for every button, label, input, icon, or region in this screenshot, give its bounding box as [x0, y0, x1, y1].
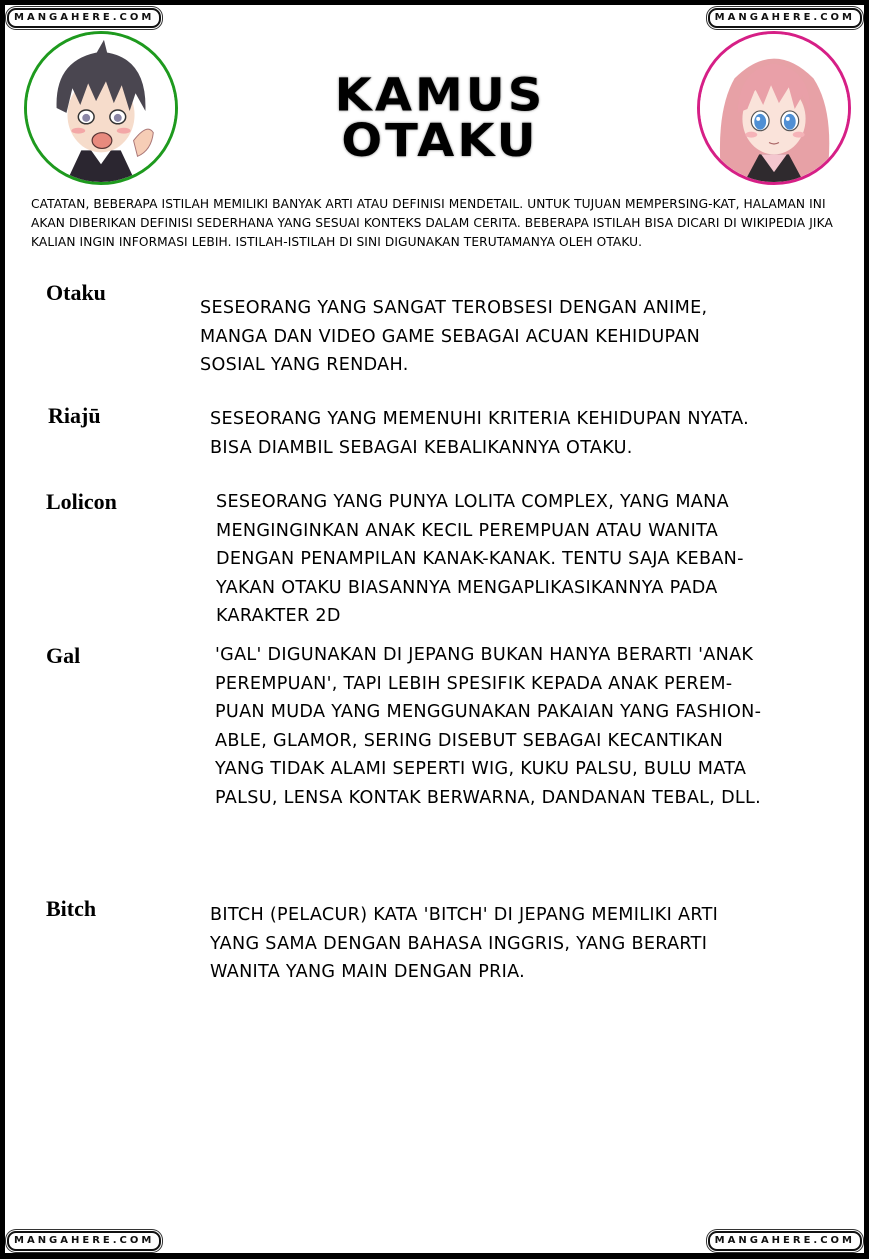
definition-line: SESEORANG YANG SANGAT TEROBSESI DENGAN ANIME, — [200, 298, 708, 318]
definition-line: YAKAN OTAKU BIASANNYA MENGAPLIKASIKANNYA PADA — [216, 577, 718, 598]
definition-line: WANITA YANG MAIN DENGAN PRIA. — [210, 962, 526, 982]
definition-line: SESEORANG YANG MEMENUHI KRITERIA KEHIDUPAN NYATA. — [210, 409, 750, 429]
definition-line: BITCH (PELACUR) KATA 'BITCH' DI JEPANG MEMILIKI ARTI — [210, 905, 719, 925]
anime-girl-illustration — [700, 34, 848, 182]
term-label: Gal — [46, 643, 81, 668]
definition-line: KARAKTER 2D — [216, 606, 341, 626]
term-definition — [200, 294, 707, 380]
definition-line: SESEORANG YANG PUNYA LOLITA COMPLEX, YANG MANA — [216, 492, 729, 512]
term-definition — [215, 641, 761, 812]
watermark-top-right: MANGAHERE.COM — [708, 8, 862, 28]
watermark-bottom-right: MANGAHERE.COM — [708, 1231, 862, 1251]
anime-boy-avatar-icon — [24, 31, 178, 185]
term-label: Bitch — [46, 896, 97, 921]
term-definition — [216, 488, 744, 631]
definition-line: DENGAN PENAMPILAN KANAK-KANAK. TENTU SAJA KEBAN- — [216, 549, 744, 569]
watermark-top-left: MANGAHERE.COM — [7, 8, 161, 28]
definition-line: ABLE, GLAMOR, SERING DISEBUT SEBAGAI KECANTIKAN — [215, 730, 724, 751]
term-label: Otaku — [46, 280, 106, 305]
definition-line: YANG SAMA DENGAN BAHASA INGGRIS, YANG BERARTI — [210, 933, 708, 954]
definition-line: BISA DIAMBIL SEBAGAI KEBALIKANNYA OTAKU. — [210, 437, 633, 458]
anime-girl-avatar-icon — [697, 31, 851, 185]
definition-line: MENGINGINKAN ANAK KECIL PEREMPUAN ATAU WANITA — [216, 520, 719, 541]
term-definition — [210, 901, 718, 987]
definition-line: 'GAL' DIGUNAKAN DI JEPANG BUKAN HANYA BERARTI 'ANAK — [215, 645, 754, 665]
term-label: Lolicon — [46, 489, 117, 514]
definition-line: MANGA DAN VIDEO GAME SEBAGAI ACUAN KEHIDUPAN — [200, 326, 701, 347]
definition-line: PALSU, LENSA KONTAK BERWARNA, DANDANAN TEBAL, DLL. — [215, 787, 762, 808]
definition-line: YANG TIDAK ALAMI SEPERTI WIG, KUKU PALSU, BULU MATA — [215, 759, 747, 779]
watermark-bottom-left: MANGAHERE.COM — [7, 1231, 161, 1251]
translator-note: CATATAN, BEBERAPA ISTILAH MEMILIKI BANYAK ARTI ATAU DEFINISI MENDETAIL. UNTUK TUJUAN MEMPERSING-KAT, HALAMAN INI AKAN DIBERIKAN DEFINISI SEDERHANA YANG SESUAI KONTEKS DALAM CERITA. BEBERAPA ISTILAH BISA DICARI DI WIKIPEDIA JIKA KALIAN INGIN INFORMASI LEBIH. ISTILAH-ISTILAH DI SINI DIGUNAKAN TERUTAMANYA OLEH OTAKU. — [31, 197, 833, 249]
definition-line: PEREMPUAN', TAPI LEBIH SPESIFIK KEPADA ANAK PEREM- — [215, 673, 733, 694]
definition-line: PUAN MUDA YANG MENGGUNAKAN PAKAIAN YANG FASHION- — [215, 702, 762, 722]
definition-line: SOSIAL YANG RENDAH. — [200, 355, 409, 375]
term-definition — [210, 405, 749, 462]
term-label: Riajū — [48, 403, 101, 428]
anime-boy-illustration — [27, 34, 175, 182]
page-title: KAMUS OTAKU — [334, 68, 546, 168]
manga-page — [5, 5, 864, 1253]
